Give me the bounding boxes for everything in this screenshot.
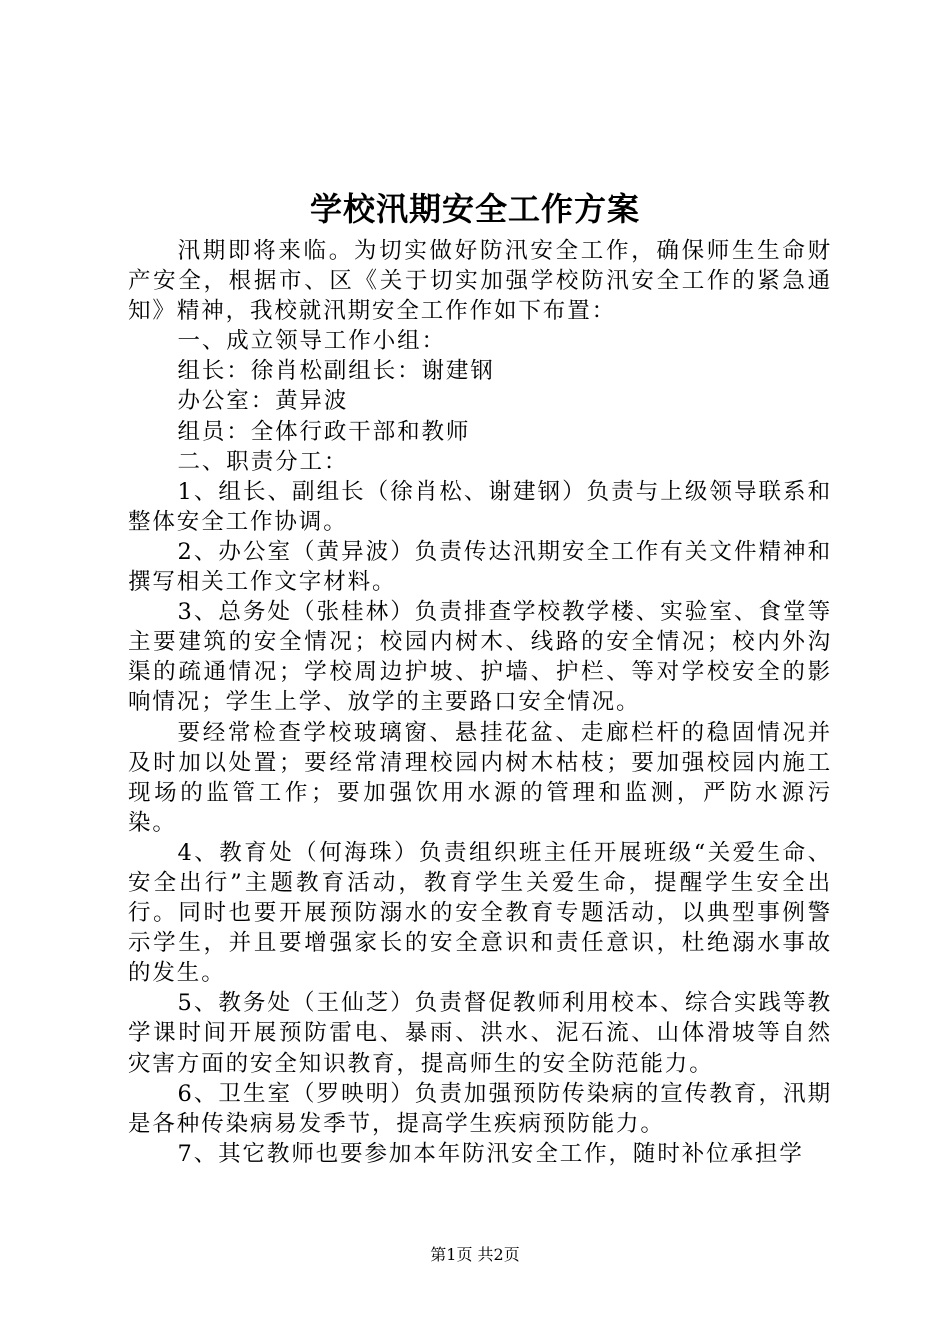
paragraph-duty-7: 7、其它教师也要参加本年防汛安全工作，随时补位承担学 — [177, 1140, 804, 1167]
paragraph-leaders: 组长：徐肖松副组长：谢建钢 — [177, 358, 495, 385]
paragraph-duty-5: 5、教务处（王仙芝）负责督促教师利用校本、综合实践等教学课时间开展预防雷电、暴雨、洪水、泥石流、山体滑坡等自然灾害方面的安全知识教育，提高师生的安全防范能力。 — [128, 990, 832, 1077]
document-body — [128, 236, 832, 1169]
paragraph-duty-4: 4、教育处（何海珠）负责组织班主任开展班级“关爱生命、安全出行”主题教育活动，教育学生关爱生命，提醒学生安全出行。同时也要开展预防溺水的安全教育专题活动，以典型事例警示学生，并且要增强家长的安全意识和责任意识，杜绝溺水事故的发生。 — [128, 839, 832, 987]
document-title: 学校汛期安全工作方案 — [309, 190, 640, 228]
paragraph-members: 组员：全体行政干部和教师 — [177, 418, 471, 445]
paragraph-section-1: 一、成立领导工作小组： — [177, 328, 446, 355]
paragraph-duty-6: 6、卫生室（罗映明）负责加强预防传染病的宣传教育，汛期是各种传染病易发季节，提高学生疾病预防能力。 — [128, 1080, 832, 1137]
paragraph-intro: 汛期即将来临。为切实做好防汛安全工作，确保师生生命财产安全，根据市、区《关于切实加强学校防汛安全工作的紧急通知》精神，我校就汛期安全工作作如下布置： — [128, 238, 832, 325]
paragraph-duty-3-detail: 要经常检查学校玻璃窗、悬挂花盆、走廊栏杆的稳固情况并及时加以处置；要经常清理校园内树木枯枝；要加强校园内施工现场的监管工作；要加强饮用水源的管理和监测，严防水源污染。 — [128, 719, 832, 836]
page-footer: 第1页 共2页 — [430, 1245, 520, 1264]
paragraph-duty-1: 1、组长、副组长（徐肖松、谢建钢）负责与上级领导联系和整体安全工作协调。 — [128, 478, 832, 535]
paragraph-section-2: 二、职责分工： — [177, 448, 349, 475]
paragraph-office: 办公室：黄异波 — [177, 388, 349, 415]
paragraph-duty-2: 2、办公室（黄异波）负责传达汛期安全工作有关文件精神和撰写相关工作文字材料。 — [128, 538, 832, 596]
paragraph-duty-3: 3、总务处（张桂林）负责排查学校教学楼、实验室、食堂等主要建筑的安全情况；校园内树木、线路的安全情况；校内外沟渠的疏通情况；学校周边护坡、护墙、护栏、等对学校安全的影响情况；学生上学、放学的主要路口安全情况。 — [128, 599, 832, 716]
